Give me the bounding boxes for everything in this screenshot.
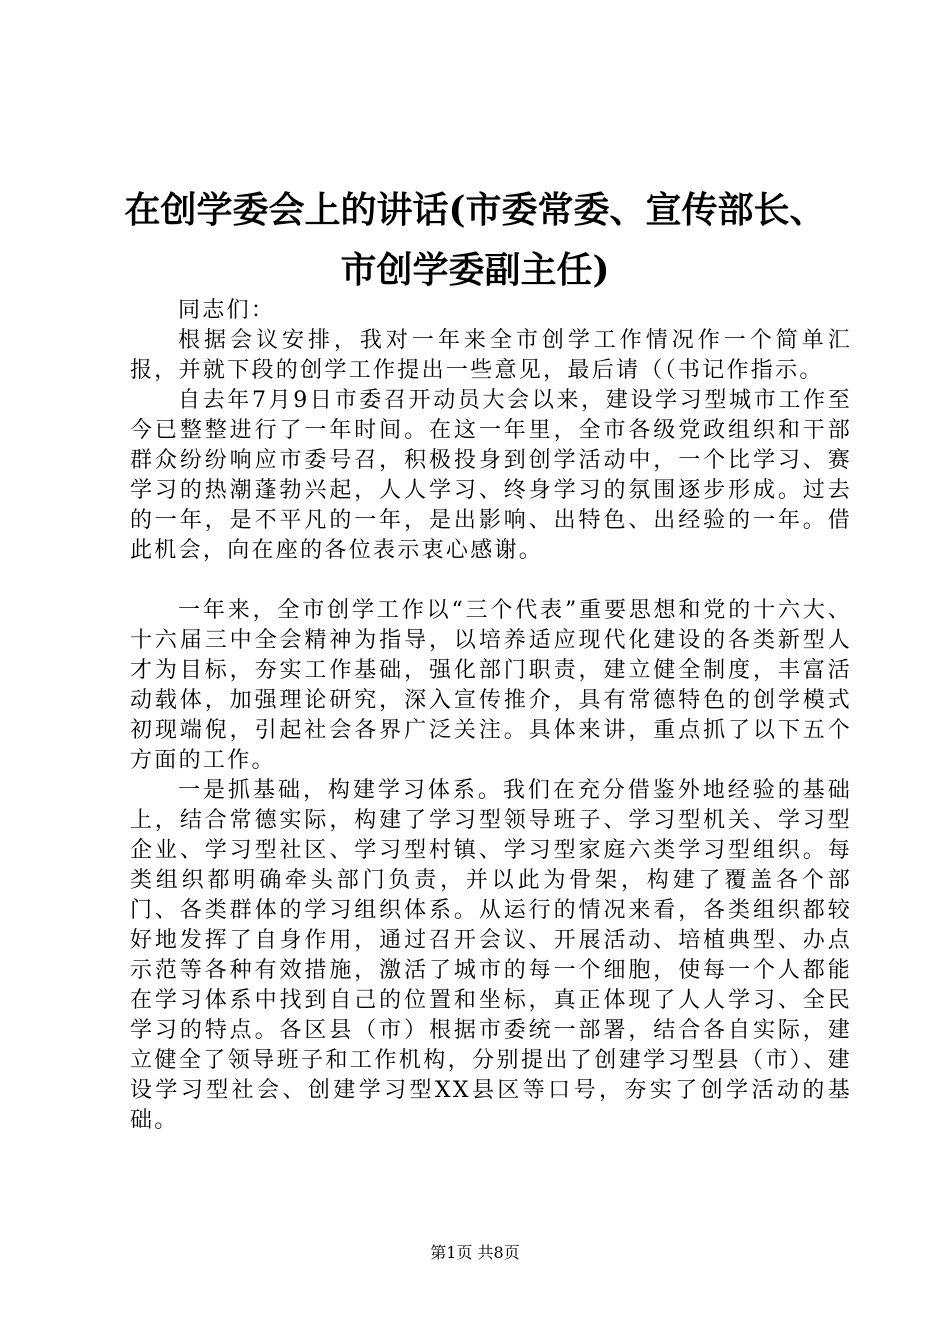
salutation: 同志们： bbox=[178, 298, 276, 323]
document-title-line-2: 市创学委副主任) bbox=[340, 249, 610, 291]
paragraph-review: 自去年7月9日市委召开动员大会以来，建设学习型城市工作至今已整整进行了一年时间。在这一年里，全市各级党政组织和干部群众纷纷响应市委号召，积极投身到创学活动中，一个比学习、赛学习的热潮蓬勃兴起，人人学习、终身学习的氛围逐步形成。过去的一年，是不平凡的一年，是出影响、出特色、出经验的一年。借此机会，向在座的各位表示衷心感谢。 bbox=[130, 388, 852, 563]
paragraph-point-one: 一是抓基础，构建学习体系。我们在充分借鉴外地经验的基础上，结合常德实际，构建了学习型领导班子、学习型机关、学习型企业、学习型社区、学习型村镇、学习型家庭六类学习型组织。每类组织都明确牵头部门负责，并以此为骨架，构建了覆盖各个部门、各类群体的学习组织体系。从运行的情况来看，各类组织都较好地发挥了自身作用，通过召开会议、开展活动、培植典型、办点示范等各种有效措施，激活了城市的每一个细胞，使每一个人都能在学习体系中找到自己的位置和坐标，真正体现了人人学习、全民学习的特点。各区县（市）根据市委统一部署，结合各自实际，建立健全了领导班子和工作机构，分别提出了创建学习型县（市）、建设学习型社会、创建学习型XX县区等口号，夯实了创学活动的基础。 bbox=[130, 778, 852, 1133]
document-body bbox=[130, 296, 852, 1136]
paragraph-intro: 根据会议安排，我对一年来全市创学工作情况作一个简单汇报，并就下段的创学工作提出一些意见，最后请（（书记作指示。 bbox=[130, 328, 852, 383]
page-number-footer: 第1页 共8页 bbox=[430, 1243, 520, 1262]
document-title-line-1: 在创学委会上的讲话(市委常委、宣传部长、 bbox=[124, 189, 826, 231]
paragraph-summary: 一年来，全市创学工作以“三个代表”重要思想和党的十六大、十六届三中全会精神为指导，以培养适应现代化建设的各类新型人才为目标，夯实工作基础，强化部门职责，建立健全制度，丰富活动载体，加强理论研究，深入宣传推介，具有常德特色的创学模式初现端倪，引起社会各界广泛关注。具体来讲，重点抓了以下五个方面的工作。 bbox=[130, 598, 852, 773]
